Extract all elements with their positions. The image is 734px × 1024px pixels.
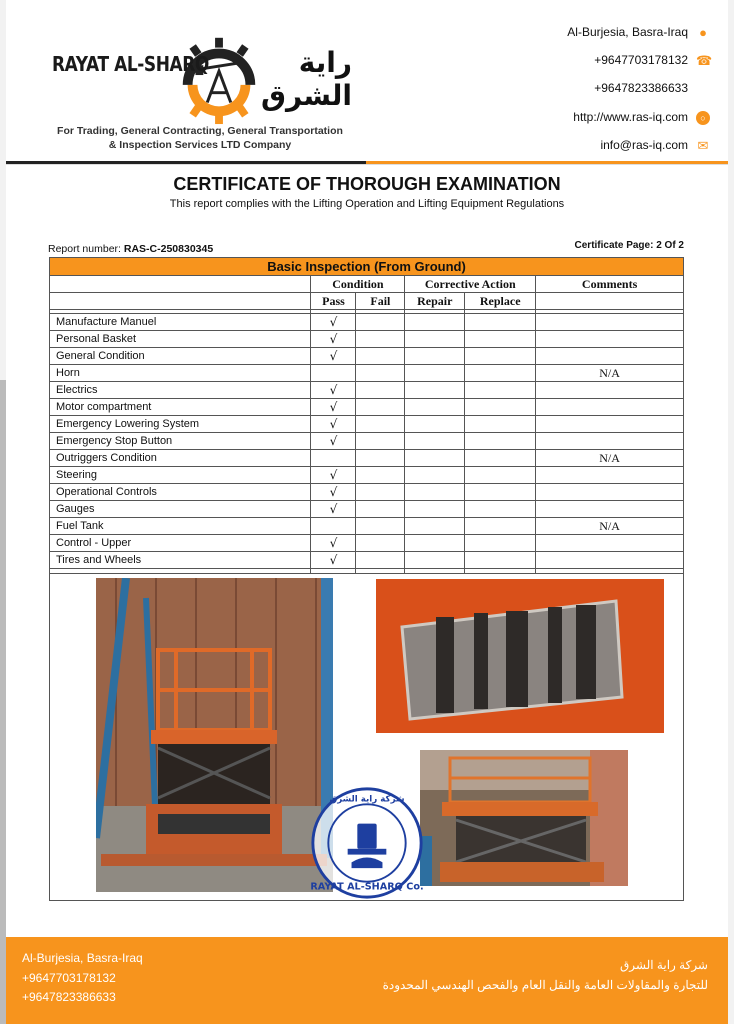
cell-pass xyxy=(311,365,356,382)
table-row xyxy=(50,518,684,535)
cell-repair xyxy=(405,348,465,365)
cell-repair xyxy=(405,484,465,501)
contact-phone-1-text: +9647703178132 xyxy=(594,53,688,67)
cell-pass: √ xyxy=(311,433,356,450)
location-pin-icon: ● xyxy=(699,24,707,40)
contact-address xyxy=(450,25,710,40)
table-row xyxy=(50,433,684,450)
page-title: CERTIFICATE OF THOROUGH EXAMINATION xyxy=(173,174,561,194)
header-fail: Fail xyxy=(356,293,405,310)
table-row xyxy=(50,450,684,467)
cell-item: Control - Upper xyxy=(50,535,311,552)
table-row xyxy=(50,501,684,518)
cell-item: Tires and Wheels xyxy=(50,552,311,569)
cell-replace xyxy=(465,399,536,416)
footer-arabic xyxy=(383,955,708,995)
cell-repair xyxy=(405,314,465,331)
footer-phone-2: +9647823386633 xyxy=(22,990,116,1004)
cell-replace xyxy=(465,552,536,569)
cell-item: General Condition xyxy=(50,348,311,365)
cell-comment: N/A xyxy=(536,450,684,467)
table-row xyxy=(50,467,684,484)
table-row xyxy=(50,348,684,365)
logo-text-ar: راية الشرق xyxy=(260,46,352,112)
cell-replace xyxy=(465,518,536,535)
table-header-row-2 xyxy=(50,293,684,310)
cell-fail xyxy=(356,433,405,450)
cell-pass: √ xyxy=(311,348,356,365)
report-number-value: RAS-C-250830345 xyxy=(123,243,214,255)
cell-replace xyxy=(465,535,536,552)
cell-pass: √ xyxy=(311,331,356,348)
cell-repair xyxy=(405,382,465,399)
cell-comment xyxy=(536,348,684,365)
cell-repair xyxy=(405,501,465,518)
header-divider-light xyxy=(6,164,728,165)
cell-item: Steering xyxy=(50,467,311,484)
cell-pass xyxy=(311,450,356,467)
cell-repair xyxy=(405,365,465,382)
header-corrective-action: Corrective Action xyxy=(405,276,536,293)
cell-pass: √ xyxy=(311,484,356,501)
svg-text:RAYAT AL-SHARQ Co.: RAYAT AL-SHARQ Co. xyxy=(310,881,424,893)
table-caption: Basic Inspection (From Ground) xyxy=(50,258,684,276)
cell-comment: N/A xyxy=(536,365,684,382)
cell-replace xyxy=(465,365,536,382)
cell-repair xyxy=(405,467,465,484)
cell-fail xyxy=(356,501,405,518)
table-row xyxy=(50,416,684,433)
table-row xyxy=(50,382,684,399)
cell-item: Operational Controls xyxy=(50,484,311,501)
header-pass: Pass xyxy=(311,293,356,310)
cell-item: Emergency Stop Button xyxy=(50,433,311,450)
svg-text:شركة راية الشرق: شركة راية الشرق xyxy=(329,794,405,805)
table-row-empty xyxy=(50,569,684,574)
header-blank-2 xyxy=(50,293,311,310)
cell-repair xyxy=(405,518,465,535)
inspection-table xyxy=(49,257,684,574)
photo-scissor-lift-front xyxy=(96,578,333,892)
cell-replace xyxy=(465,484,536,501)
cell-comment xyxy=(536,382,684,399)
logo-text-en: RAYAT AL-SHARQ xyxy=(52,52,209,76)
header-comments: Comments xyxy=(536,276,684,293)
cell-comment xyxy=(536,484,684,501)
cell-replace xyxy=(465,501,536,518)
footer-company-ar: شركة راية الشرق xyxy=(619,958,708,972)
table-caption-row xyxy=(50,258,684,276)
cell-pass: √ xyxy=(311,399,356,416)
cell-item: Gauges xyxy=(50,501,311,518)
company-tagline xyxy=(52,124,348,152)
cell-fail xyxy=(356,331,405,348)
company-logo xyxy=(52,28,352,128)
report-number xyxy=(48,243,213,255)
table-row xyxy=(50,535,684,552)
cell-pass: √ xyxy=(311,467,356,484)
cell-item: Personal Basket xyxy=(50,331,311,348)
contact-phone-2 xyxy=(450,81,710,96)
cell-item: Electrics xyxy=(50,382,311,399)
table-row xyxy=(50,484,684,501)
footer-phone-1: +9647703178132 xyxy=(22,970,116,985)
cell-comment xyxy=(536,552,684,569)
cell-replace xyxy=(465,331,536,348)
certificate-page-number: Certificate Page: 2 Of 2 xyxy=(574,240,684,251)
cell-fail xyxy=(356,399,405,416)
cell-fail xyxy=(356,416,405,433)
contact-address-text: Al-Burjesia, Basra-Iraq xyxy=(567,25,688,39)
table-row xyxy=(50,314,684,331)
cell-fail xyxy=(356,314,405,331)
header-replace: Replace xyxy=(465,293,536,310)
tagline-line-1: For Trading, General Contracting, General Transportation xyxy=(57,125,343,137)
cell-comment xyxy=(536,467,684,484)
cell-fail xyxy=(356,518,405,535)
cell-pass: √ xyxy=(311,416,356,433)
cell-replace xyxy=(465,382,536,399)
cell-fail xyxy=(356,365,405,382)
tagline-line-2: & Inspection Services LTD Company xyxy=(108,139,292,151)
cell-comment: N/A xyxy=(536,518,684,535)
cell-comment xyxy=(536,331,684,348)
cell-replace xyxy=(465,450,536,467)
cell-pass: √ xyxy=(311,382,356,399)
contact-website-text[interactable]: http://www.ras-iq.com xyxy=(573,110,688,124)
table-row xyxy=(50,399,684,416)
table-row xyxy=(50,365,684,382)
contact-phone-2-text: +9647823386633 xyxy=(594,81,688,95)
table-header-row-1 xyxy=(50,276,684,293)
cell-pass: √ xyxy=(311,535,356,552)
cell-fail xyxy=(356,535,405,552)
cell-repair xyxy=(405,399,465,416)
cell-pass: √ xyxy=(311,314,356,331)
globe-icon: ○ xyxy=(696,111,710,125)
table-row xyxy=(50,331,684,348)
cell-item: Motor compartment xyxy=(50,399,311,416)
header-blank-3 xyxy=(536,293,684,310)
contact-email[interactable] xyxy=(450,138,710,153)
cell-comment xyxy=(536,535,684,552)
envelope-icon: ✉ xyxy=(697,137,709,153)
page-footer xyxy=(6,937,728,1024)
header-repair: Repair xyxy=(405,293,465,310)
cell-repair xyxy=(405,450,465,467)
cell-item: Manufacture Manuel xyxy=(50,314,311,331)
cell-repair xyxy=(405,433,465,450)
header-blank xyxy=(50,276,311,293)
cell-fail xyxy=(356,552,405,569)
footer-contact xyxy=(22,949,143,1008)
header-condition: Condition xyxy=(311,276,405,293)
cell-item: Horn xyxy=(50,365,311,382)
cell-item: Emergency Lowering System xyxy=(50,416,311,433)
cell-replace xyxy=(465,467,536,484)
cell-repair xyxy=(405,535,465,552)
cell-repair xyxy=(405,552,465,569)
cell-item: Outriggers Condition xyxy=(50,450,311,467)
report-number-label: Report number: xyxy=(48,243,121,255)
cell-fail xyxy=(356,484,405,501)
cell-replace xyxy=(465,416,536,433)
cell-item: Fuel Tank xyxy=(50,518,311,535)
cell-pass: √ xyxy=(311,501,356,518)
page-subtitle: This report complies with the Lifting Operation and Lifting Equipment Regulations xyxy=(169,198,565,210)
footer-address: Al-Burjesia, Basra-Iraq xyxy=(22,951,143,965)
cell-pass: √ xyxy=(311,552,356,569)
cell-fail xyxy=(356,382,405,399)
phone-icon: ☎ xyxy=(696,52,713,68)
contact-website[interactable] xyxy=(450,110,710,125)
cell-fail xyxy=(356,467,405,484)
cell-pass xyxy=(311,518,356,535)
cell-comment xyxy=(536,314,684,331)
footer-services-ar: للتجارة والمقاولات العامة والنقل العام والفحص الهندسي المحدودة xyxy=(382,978,708,992)
contact-email-text[interactable]: info@ras-iq.com xyxy=(600,138,688,152)
cell-repair xyxy=(405,331,465,348)
cell-comment xyxy=(536,433,684,450)
cell-fail xyxy=(356,450,405,467)
cell-replace xyxy=(465,314,536,331)
cell-replace xyxy=(465,433,536,450)
spacer-icon xyxy=(696,82,710,96)
photo-scissor-lift-side xyxy=(420,750,628,886)
cell-comment xyxy=(536,399,684,416)
cell-repair xyxy=(405,416,465,433)
contact-phone-1 xyxy=(450,52,713,68)
cell-fail xyxy=(356,348,405,365)
table-row xyxy=(50,552,684,569)
cell-comment xyxy=(536,501,684,518)
cell-comment xyxy=(536,416,684,433)
company-stamp xyxy=(309,785,425,901)
cell-replace xyxy=(465,348,536,365)
photo-data-plate xyxy=(376,579,664,733)
